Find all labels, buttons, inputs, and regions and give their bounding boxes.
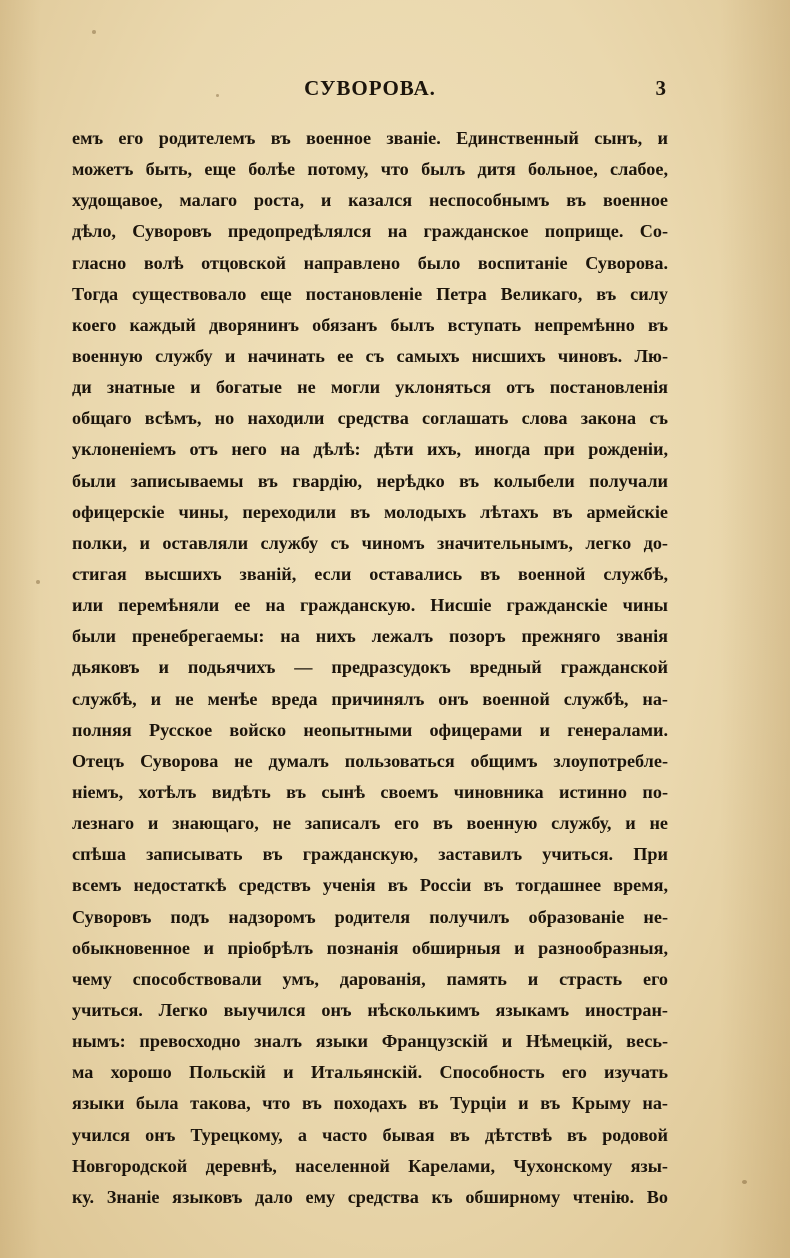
body-text bbox=[72, 123, 668, 1213]
paper-speck bbox=[36, 580, 40, 584]
page-shadow-right bbox=[720, 0, 790, 1258]
text-line: спѣша записывать въ гражданскую, заставилъ учиться. При bbox=[72, 844, 668, 865]
text-line: офицерскіе чины, переходили въ молодыхъ лѣтахъ въ армейскіе bbox=[72, 501, 668, 522]
text-line: ди знатные и богатые не могли уклоняться отъ постановленія bbox=[72, 377, 668, 398]
text-line: или перемѣняли ее на гражданскую. Нисшіе гражданскіе чины bbox=[72, 595, 668, 616]
text-line: коего каждый дворянинъ обязанъ былъ вступать непремѣнно въ bbox=[72, 314, 668, 335]
paper-speck bbox=[742, 1180, 747, 1184]
text-line: гласно волѣ отцовской направлено было воспитаніе Суворова. bbox=[72, 252, 668, 273]
text-line: военную службу и начинать ее съ самыхъ нисшихъ чиновъ. Лю- bbox=[72, 345, 668, 366]
text-line: полняя Русское войско неопытными офицерами и генералами. bbox=[72, 719, 668, 740]
text-line: Тогда существовало еще постановленіе Петра Великаго, въ силу bbox=[72, 283, 668, 304]
text-line: были пренебрегаемы: на нихъ лежалъ позоръ прежняго званія bbox=[72, 626, 668, 647]
text-line: были записываемы въ гвардію, нерѣдко въ колыбели получали bbox=[72, 470, 668, 491]
page-header bbox=[72, 76, 668, 106]
text-line: дьяковъ и подьячихъ — предразсудокъ вредный гражданской bbox=[72, 657, 668, 678]
text-line: учился онъ Турецкому, а часто бывая въ дѣтствѣ въ родовой bbox=[72, 1124, 668, 1145]
running-head: СУВОРОВА. bbox=[304, 76, 436, 100]
text-line: ку. Знаніе языковъ дало ему средства къ обширному чтенію. Во bbox=[72, 1186, 668, 1207]
text-line: худощавое, малаго роста, и казался неспособнымъ въ военное bbox=[72, 190, 668, 211]
text-line: Новгородской деревнѣ, населенной Карелами, Чухонскому язы- bbox=[72, 1155, 668, 1176]
text-line: уклоненіемъ отъ него на дѣлѣ: дѣти ихъ, иногда при рожденіи, bbox=[72, 439, 668, 460]
text-line: нымъ: превосходно зналъ языки Французскій и Нѣмецкій, весь- bbox=[72, 1031, 668, 1052]
text-line: ніемъ, хотѣлъ видѣть въ сынѣ своемъ чиновника истинно по- bbox=[72, 781, 668, 802]
page-shadow-left bbox=[0, 0, 40, 1258]
text-line: дѣло, Суворовъ предопредѣлялся на гражданское поприще. Со- bbox=[72, 221, 668, 242]
text-line: чему способствовали умъ, дарованія, память и страсть его bbox=[72, 968, 668, 989]
text-line: Суворовъ подъ надзоромъ родителя получилъ образованіе не- bbox=[72, 906, 668, 927]
text-line: обыкновенное и пріобрѣлъ познанія обширныя и разнообразныя, bbox=[72, 937, 668, 958]
text-line: ма хорошо Польскій и Итальянскій. Способность его изучать bbox=[72, 1062, 668, 1083]
text-line: стигая высшихъ званій, если оставались въ военной службѣ, bbox=[72, 563, 668, 584]
text-line: лезнаго и знающаго, не записалъ его въ военную службу, и не bbox=[72, 813, 668, 834]
page-number: 3 bbox=[655, 76, 666, 100]
paper-speck bbox=[92, 30, 96, 34]
text-line: Отецъ Суворова не думалъ пользоваться общимъ злоупотребле- bbox=[72, 750, 668, 771]
text-line: общаго всѣмъ, но находили средства соглашать слова закона съ bbox=[72, 408, 668, 429]
text-line: емъ его родителемъ въ военное званіе. Единственный сынъ, и bbox=[72, 128, 668, 148]
text-line: можетъ быть, еще болѣе потому, что былъ дитя больное, слабое, bbox=[72, 159, 668, 180]
text-line: всемъ недостаткѣ средствъ ученія въ Россіи въ тогдашнее время, bbox=[72, 875, 668, 896]
text-line: языки была такова, что въ походахъ въ Турціи и въ Крыму на- bbox=[72, 1093, 668, 1114]
text-line: учиться. Легко выучился онъ нѣсколькимъ языкамъ иностран- bbox=[72, 999, 668, 1020]
text-line: полки, и оставляли службу съ чиномъ значительнымъ, легко до- bbox=[72, 532, 668, 553]
text-line: службѣ, и не менѣе вреда причинялъ онъ военной службѣ, на- bbox=[72, 688, 668, 709]
